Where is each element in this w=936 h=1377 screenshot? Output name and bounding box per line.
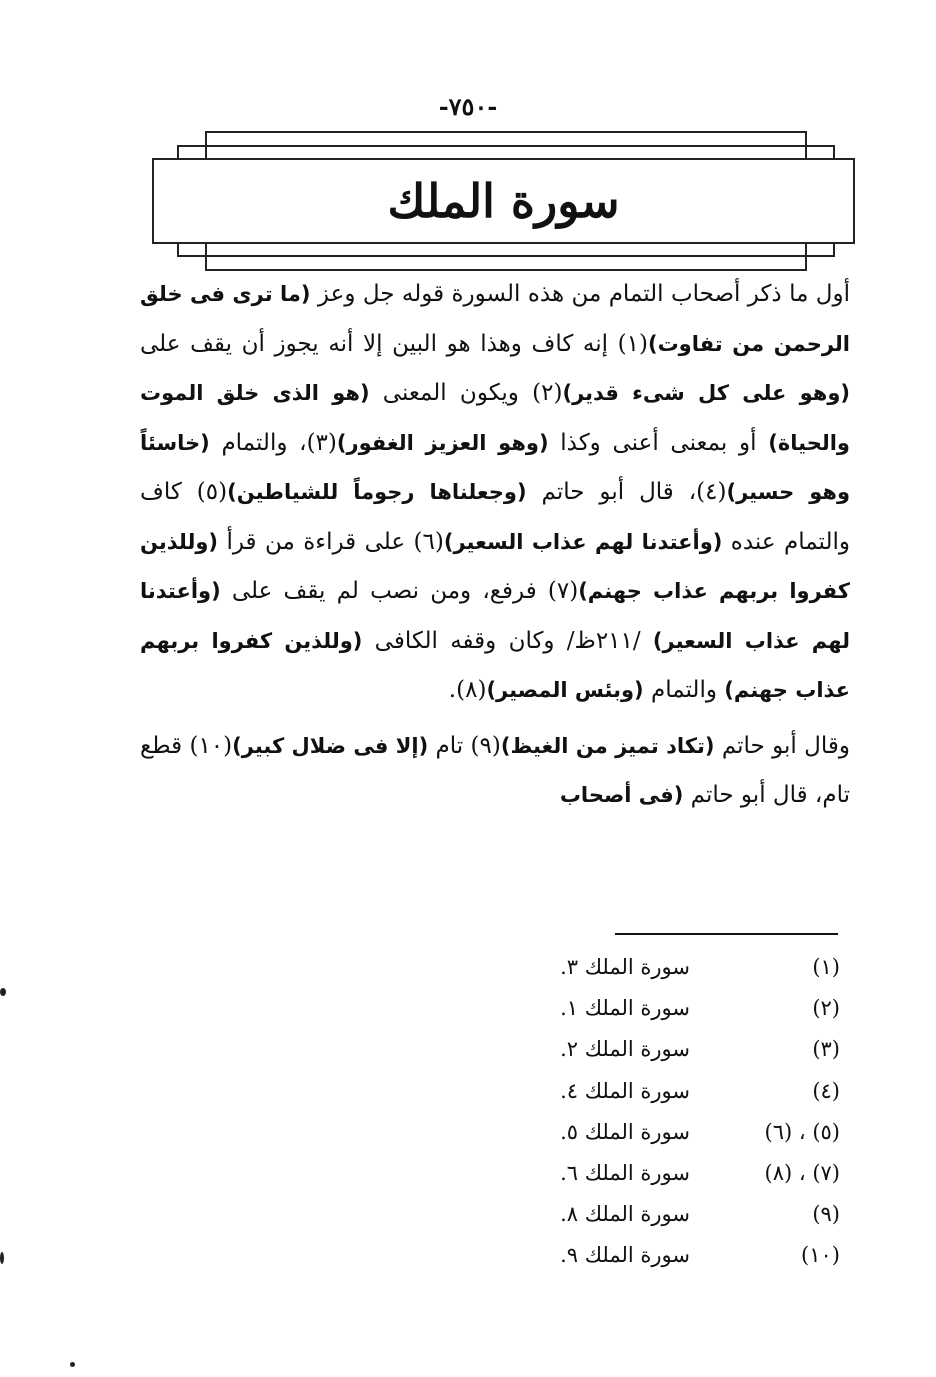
text-run: /٢١١ظ/ وكان وقفه الكافى — [362, 627, 653, 654]
page-number: -٧٥٠- — [438, 92, 498, 121]
quran-quote: (وبئس المصير) — [486, 678, 644, 702]
text-run: (٩) تام — [428, 732, 501, 759]
footnote-number: (٧) ، (٨) — [764, 1160, 840, 1185]
quran-quote: (هو الذى خلق الموت والحياة) — [140, 381, 850, 455]
quran-quote: (خاسئاً وهو حسير) — [140, 430, 851, 504]
quran-quote: (وأعتدنا لهم عذاب السعير) — [443, 529, 723, 554]
footnote-item — [480, 1079, 840, 1120]
quran-quote: (وللذين كفروا بربهم عذاب جهنم) — [140, 628, 850, 702]
footnote-item — [480, 996, 840, 1037]
text-run: (١٠) قطع تام، قال أبو حاتم — [140, 732, 850, 808]
text-run: (٦) على قراءة من قرأ — [218, 528, 444, 555]
footnote-reference: سورة الملك ٦. — [560, 1160, 690, 1185]
footnote-number: (٣) — [812, 1037, 840, 1062]
quran-quote: (وهو على كل شىء قدير) — [562, 381, 850, 405]
paragraph — [140, 722, 850, 821]
text-run: (٧) فرفع، ومن نصب لم يقف على — [220, 578, 579, 604]
text-run: (١) إنه كاف وهذا هو البين إلا أنه يجوز أن يقف على — [140, 330, 648, 357]
text-run: أول ما ذكر أصحاب التمام من هذه السورة قوله جل وعز — [310, 281, 851, 307]
footnote-reference: سورة الملك ٢. — [560, 1037, 690, 1062]
scan-mark — [0, 988, 6, 996]
quran-quote: (إلا فى ضلال كبير) — [232, 733, 429, 758]
footnote-reference: سورة الملك ٩. — [560, 1243, 690, 1268]
surah-title: سورة الملك — [387, 174, 620, 228]
footnote-reference: سورة الملك ٤. — [560, 1078, 690, 1103]
text-run: وقال أبو حاتم — [714, 732, 850, 759]
footnote-item — [480, 1120, 840, 1161]
footnote-reference: سورة الملك ٥. — [560, 1119, 690, 1144]
footnote-number: (٩) — [812, 1202, 840, 1227]
footnote-number: (٥) ، (٦) — [764, 1119, 840, 1144]
text-run: والتمام — [643, 677, 725, 703]
footnote-number: (٤) — [812, 1078, 840, 1103]
scan-mark — [0, 1252, 4, 1264]
footnote-number: (١) — [812, 955, 840, 979]
footnote-number: (٢) — [812, 996, 840, 1021]
text-run: أو بمعنى أعنى وكذا — [548, 429, 769, 456]
footnote-item — [480, 1202, 840, 1243]
scan-mark — [70, 1362, 75, 1367]
footnote-reference: سورة الملك ٨. — [560, 1202, 690, 1227]
footnote-reference: سورة الملك ٣. — [560, 955, 690, 979]
body-text — [140, 270, 850, 821]
quran-quote: (وهو العزيز الغفور) — [336, 430, 549, 455]
quran-quote: (وجعلناها رجوماً للشياطين) — [227, 480, 527, 504]
footnote-separator — [615, 933, 838, 935]
quran-quote: (تكاد تميز من الغيظ) — [500, 733, 715, 758]
quran-quote: (ما ترى فى خلق الرحمن من تفاوت) — [140, 282, 850, 356]
quran-quote: (وللذين كفروا بربهم عذاب جهنم) — [140, 529, 850, 603]
quran-quote: (فى أصحاب — [559, 783, 684, 807]
text-run: (٨). — [448, 677, 487, 703]
footnote-reference: سورة الملك ١. — [560, 996, 690, 1021]
paragraph — [140, 270, 850, 716]
text-run: (٤)، قال أبو حاتم — [526, 479, 727, 505]
footnote-item — [480, 1037, 840, 1078]
text-run: (٢) ويكون المعنى — [369, 380, 563, 406]
quran-quote: (وأعتدنا لهم عذاب السعير) — [140, 579, 851, 653]
text-run: (٣)، والتمام — [209, 429, 337, 456]
footnote-item — [480, 1243, 840, 1284]
footnote-item — [480, 955, 840, 996]
footnote-number: (١٠) — [801, 1243, 840, 1268]
footnotes — [480, 955, 840, 1285]
footnote-item — [480, 1161, 840, 1202]
text-run: (٥) كاف والتمام عنده — [140, 479, 850, 555]
